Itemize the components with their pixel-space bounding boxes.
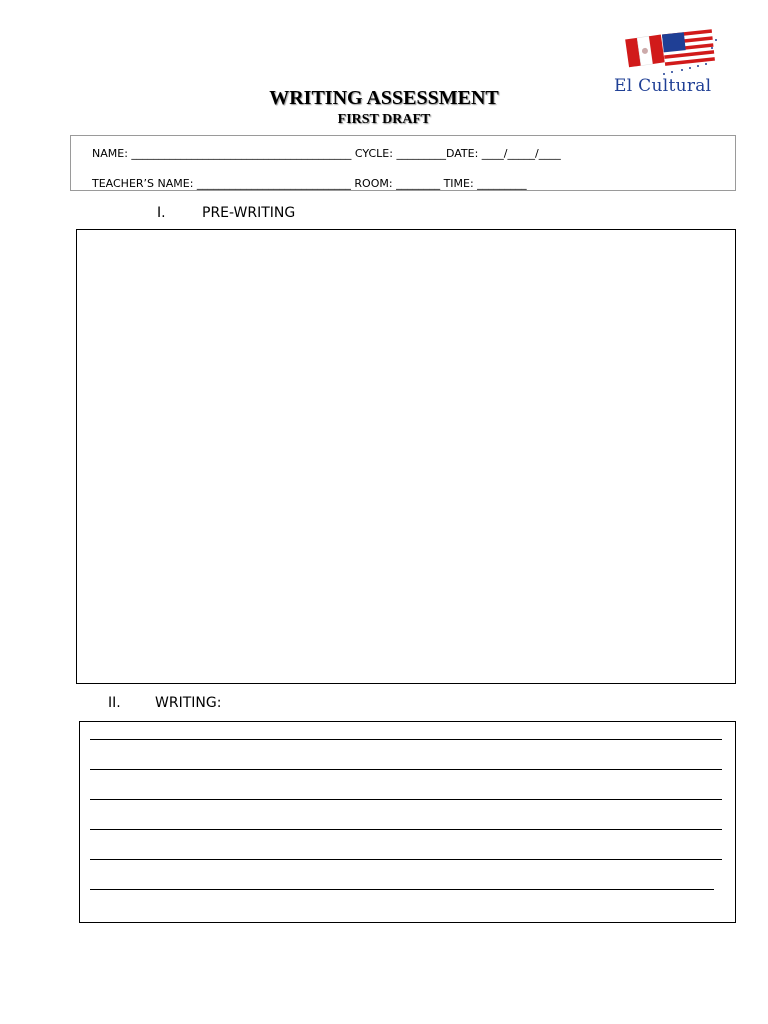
name-cycle-date-line[interactable]: NAME: ________________________________________ CYCLE: _________DATE: ____/_____/____	[92, 147, 561, 160]
student-info-box	[70, 135, 736, 191]
writing-line[interactable]	[90, 799, 722, 800]
section-1-number: I.	[157, 205, 166, 221]
prewriting-area[interactable]	[76, 229, 736, 684]
logo-text: El Cultural	[614, 76, 712, 96]
page-title: WRITING ASSESSMENT	[269, 87, 499, 109]
section-2-title: WRITING:	[155, 695, 222, 711]
writing-line[interactable]	[90, 829, 722, 830]
teacher-room-time-line[interactable]: TEACHER’S NAME: ____________________________ ROOM: ________ TIME: _________	[92, 177, 527, 190]
page-subtitle: FIRST DRAFT	[337, 112, 431, 127]
section-1-title: PRE-WRITING	[202, 205, 296, 221]
writing-line[interactable]	[90, 889, 714, 890]
section-2-number: II.	[108, 695, 121, 711]
writing-line[interactable]	[90, 859, 722, 860]
writing-area[interactable]	[79, 721, 736, 923]
writing-line[interactable]	[90, 739, 722, 740]
writing-line[interactable]	[90, 769, 722, 770]
